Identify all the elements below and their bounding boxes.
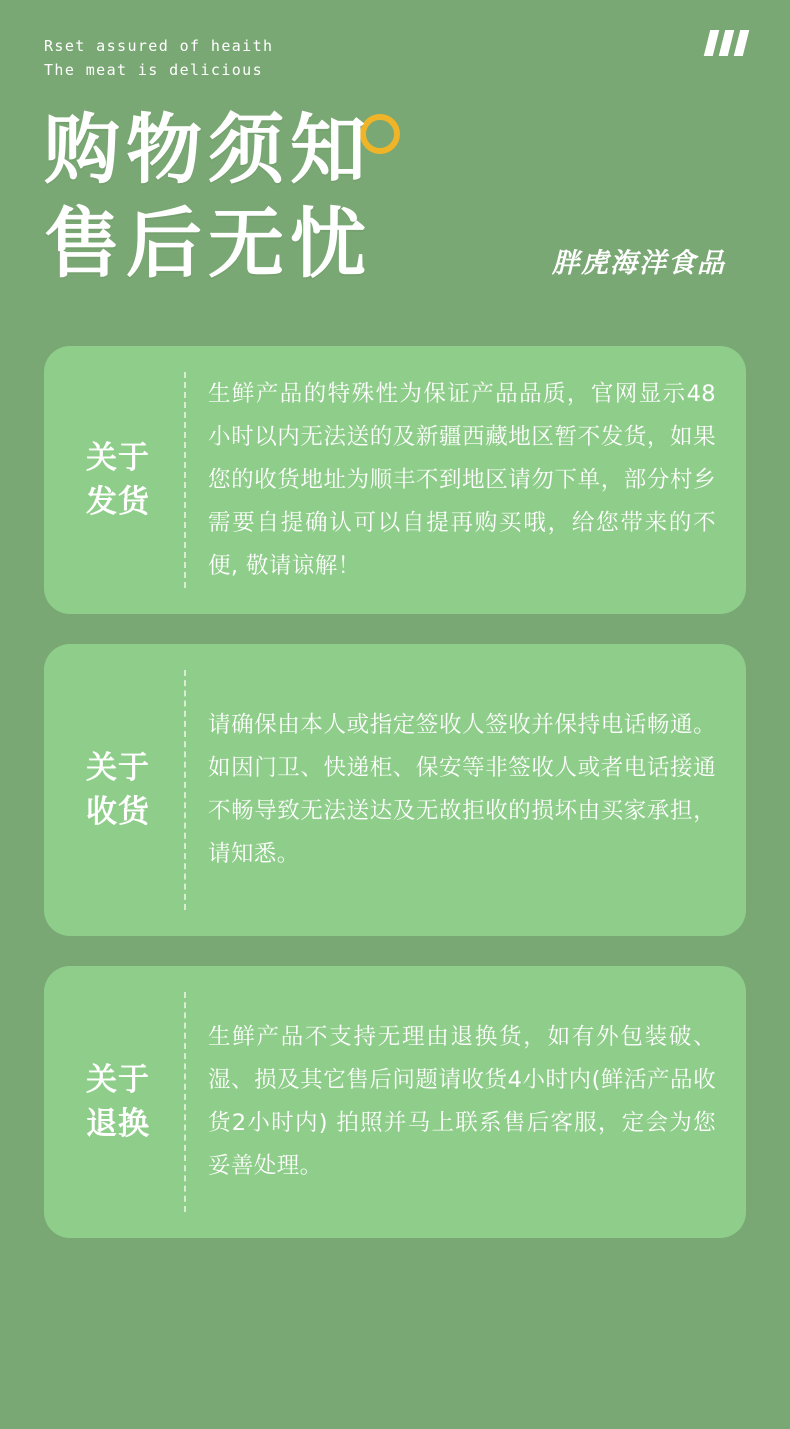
info-card-label — [66, 992, 170, 1212]
dashed-divider — [184, 670, 186, 910]
info-card-label-line-2: 发货 — [86, 484, 150, 520]
page-title — [44, 105, 746, 288]
info-card-label-line-1: 关于 — [86, 750, 150, 786]
page-title-line-1: 购物须知 — [44, 105, 372, 194]
info-card-label-line-1: 关于 — [86, 1062, 150, 1098]
dashed-divider — [184, 372, 186, 588]
info-card-receiving — [44, 644, 746, 936]
info-card-label-line-2: 收货 — [86, 794, 150, 830]
english-tagline-line-2: The meat is delicious — [44, 61, 264, 79]
info-card-list — [0, 346, 790, 1238]
info-card-returns — [44, 966, 746, 1238]
info-card-label — [66, 372, 170, 588]
info-card-label — [66, 670, 170, 910]
info-card-text: 生鲜产品的特殊性为保证产品品质，官网显示48小时以内无法送的及新疆西藏地区暂不发货，如果您的收货地址为顺丰不到地区请勿下单，部分村乡需要自提确认可以自提再购买哦，给您带来的不便, 敬请谅解！ — [208, 380, 716, 579]
brand-name: 胖虎海洋食品 — [552, 248, 726, 279]
info-card-text: 生鲜产品不支持无理由退换货，如有外包装破、湿、损及其它售后问题请收货4小时内(鲜活产品收货2小时内) 拍照并马上联系售后客服，定会为您妥善处理。 — [208, 1024, 716, 1179]
page-title-line-2: 售后无忧 — [44, 199, 372, 288]
english-tagline — [44, 34, 746, 82]
dashed-divider — [184, 992, 186, 1212]
english-tagline-line-1: Rset assured of heaith — [44, 37, 274, 55]
title-block — [44, 105, 746, 288]
page-header — [0, 0, 790, 286]
info-card-text: 请确保由本人或指定签收人签收并保持电话畅通。如因门卫、快递柜、保安等非签收人或者电话接通不畅导致无法送达及无故拒收的损坏由买家承担，请知悉。 — [208, 712, 716, 867]
decorative-bars-icon — [707, 30, 746, 56]
info-card-shipping — [44, 346, 746, 614]
info-card-label-line-2: 退换 — [86, 1106, 150, 1142]
info-card-label-line-1: 关于 — [86, 440, 150, 476]
